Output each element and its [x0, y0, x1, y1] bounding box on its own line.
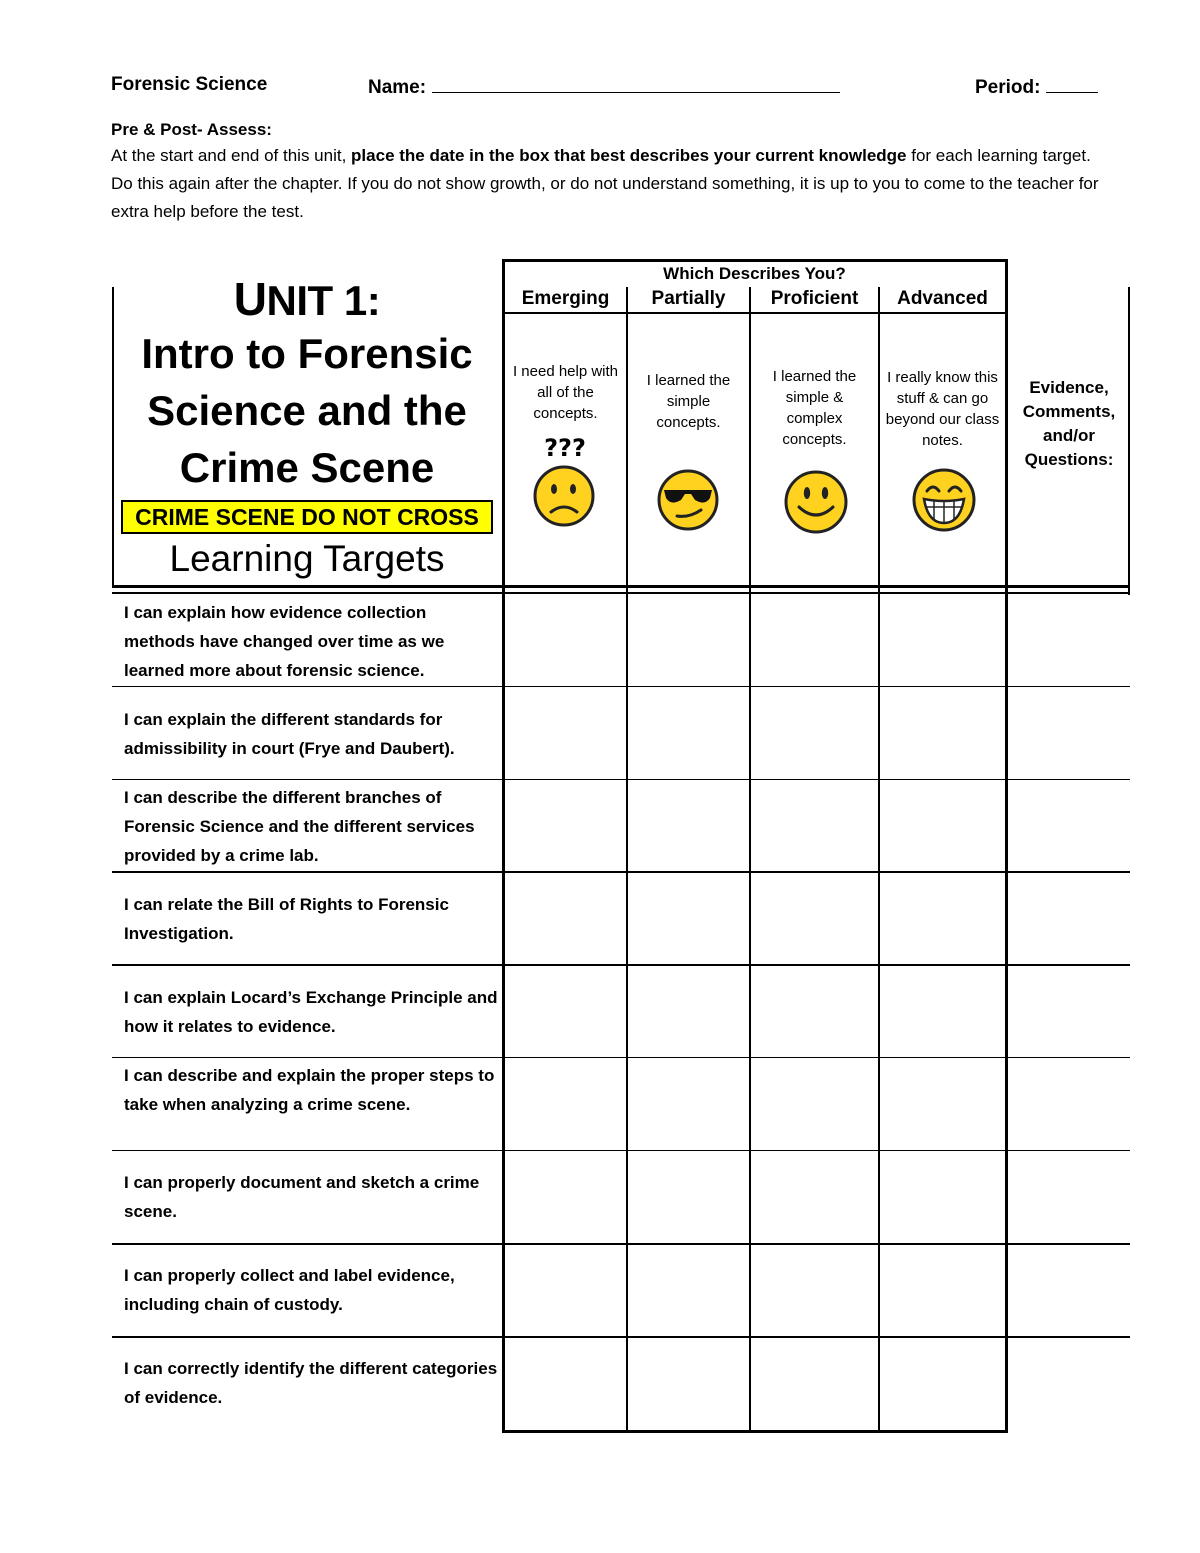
face-eye [822, 487, 828, 499]
smiling-face-icon [782, 469, 850, 535]
unit-title [111, 325, 503, 496]
unit-label-rest: NIT 1: [266, 277, 381, 324]
table-border [112, 585, 1130, 588]
face-eye [804, 487, 810, 499]
level-proficient-label: Proficient [770, 288, 859, 309]
instructions-text-1: At the start and end of this unit, [111, 146, 352, 165]
learning-target: I can properly document and sketch a crime scene. [124, 1173, 480, 1221]
table-border [502, 1430, 1008, 1433]
row-divider [112, 1243, 1130, 1245]
instructions-text-2: for each learning target. Do this again after the chapter. If you do not show growth, or do not understand something, it is up to you to come to the teacher for extra help before the test. [111, 146, 1099, 221]
row-divider [112, 1336, 1130, 1338]
learning-target: I can correctly identify the different categories of evidence. [124, 1359, 498, 1407]
course-title: Forensic Science [111, 74, 268, 95]
level-proficient-description: I learned the simple & complex concepts. [772, 368, 857, 448]
table-border [626, 287, 628, 1433]
period-field[interactable] [975, 74, 1098, 99]
level-partially-description: I learned the simple concepts. [646, 372, 731, 431]
level-advanced-description: I really know this stuff & can go beyond our class notes. [885, 369, 1000, 449]
row-divider [112, 1057, 1130, 1058]
unit-title-line: Science and the [147, 387, 467, 434]
learning-target: I can describe and explain the proper steps to take when analyzing a crime scene. [124, 1066, 495, 1114]
name-field[interactable] [368, 74, 840, 99]
table-border [502, 312, 1007, 314]
learning-target: I can explain the different standards for admissibility in court (Frye and Daubert). [124, 710, 455, 758]
instructions-heading: Pre & Post- Assess: [111, 120, 272, 139]
table-border [112, 592, 1130, 594]
row-divider [112, 779, 1130, 780]
learning-targets-label: Learning Targets [169, 538, 445, 579]
evidence-column-label: Evidence, Comments, and/or Questions: [1022, 378, 1116, 469]
level-advanced-label: Advanced [897, 288, 988, 309]
unit-title-line: Intro to Forensic [141, 330, 473, 377]
row-divider [112, 1150, 1130, 1151]
period-blank[interactable] [1046, 74, 1098, 93]
learning-target: I can describe the different branches of Forensic Science and the different services provided by a crime lab. [124, 788, 475, 865]
level-partially-label: Partially [651, 288, 726, 309]
table-border [749, 287, 751, 1433]
face-eye [570, 484, 576, 494]
learning-target: I can properly collect and label evidence, including chain of custody. [124, 1266, 455, 1314]
question-marks: ??? [544, 434, 586, 462]
face-circle [786, 472, 846, 532]
level-emerging-description: I need help with all of the concepts. [512, 363, 619, 422]
rating-group-label: Which Describes You? [663, 264, 846, 283]
table-border [502, 259, 1007, 262]
name-label: Name: [368, 77, 427, 98]
unit-title-line: Crime Scene [179, 444, 435, 491]
instructions-emphasis: place the date in the box that best describes your current knowledge [351, 146, 907, 165]
row-divider [112, 964, 1130, 966]
face-eye [551, 484, 557, 494]
learning-target: I can relate the Bill of Rights to Forensic Investigation. [124, 895, 449, 943]
row-divider [112, 686, 1130, 687]
crime-scene-tape: CRIME SCENE DO NOT CROSS [121, 500, 493, 534]
confused-face-icon [531, 432, 599, 530]
name-blank[interactable] [432, 74, 840, 93]
level-emerging-label: Emerging [521, 288, 610, 309]
unit-label [111, 272, 503, 326]
learning-target: I can explain Locard’s Exchange Principle and how it relates to evidence. [124, 988, 498, 1036]
unit-label-initial: U [233, 273, 267, 325]
grinning-face-icon [910, 467, 978, 533]
table-border [878, 287, 880, 1433]
sunglasses-face-icon [655, 468, 721, 532]
face-circle [535, 467, 593, 525]
row-divider [112, 871, 1130, 873]
instructions [111, 118, 1111, 226]
learning-target: I can explain how evidence collection methods have changed over time as we learned more about forensic science. [124, 603, 445, 680]
period-label: Period: [975, 77, 1041, 98]
